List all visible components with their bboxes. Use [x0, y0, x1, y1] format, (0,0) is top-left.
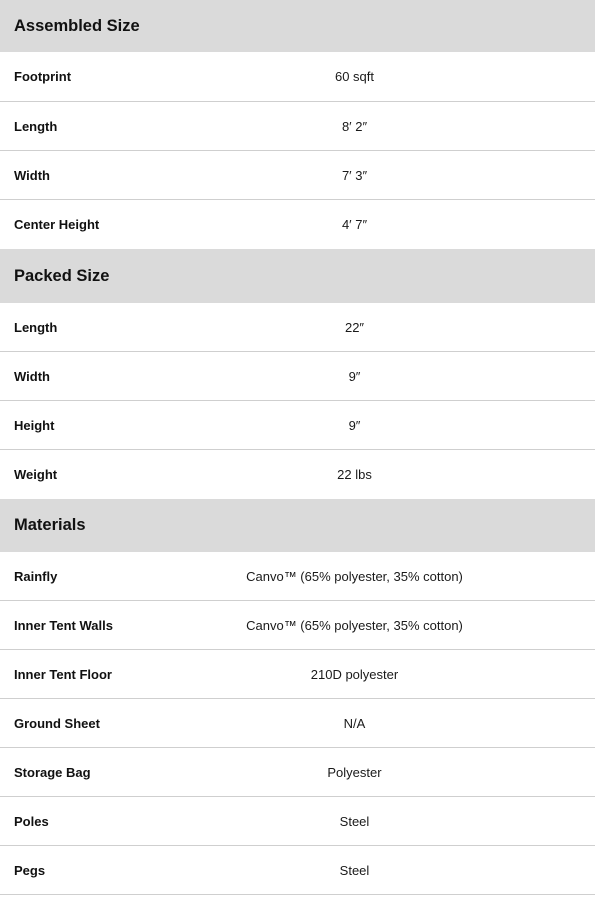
spec-value: 9″	[348, 417, 361, 433]
spec-value: N/A	[343, 715, 366, 731]
spec-row-center-height	[0, 200, 595, 249]
spec-label: Storage Bag	[14, 764, 91, 780]
spec-label: Rainfly	[14, 568, 58, 584]
spec-value: 60 sqft	[334, 69, 375, 84]
spec-row-inner-tent-walls	[0, 601, 595, 650]
spec-row-packed-height	[0, 401, 595, 450]
spec-label: Poles	[14, 813, 49, 829]
spec-value: 8′ 2″	[341, 118, 368, 134]
spec-value: Steel	[339, 813, 370, 829]
spec-value: 210D polyester	[310, 666, 399, 682]
spec-row-packed-width	[0, 352, 595, 401]
spec-row-width	[0, 151, 595, 200]
spec-value: Canvo™ (65% polyester, 35% cotton)	[246, 617, 463, 633]
spec-label: Width	[14, 167, 50, 183]
spec-row-packed-weight	[0, 450, 595, 499]
section-header-assembled-size: Assembled Size	[0, 0, 595, 52]
spec-label: Footprint	[14, 69, 72, 84]
spec-row-ground-sheet	[0, 699, 595, 748]
spec-value: 22″	[344, 319, 365, 335]
spec-label: Weight	[14, 467, 58, 482]
spec-value: 22 lbs	[337, 467, 372, 482]
spec-row-packed-length	[0, 303, 595, 352]
spec-label: Height	[14, 417, 55, 433]
spec-label: Center Height	[14, 217, 100, 232]
spec-row-length	[0, 102, 595, 151]
spec-label: Inner Tent Floor	[14, 666, 112, 682]
spec-label: Inner Tent Walls	[14, 617, 113, 633]
spec-row-pegs	[0, 846, 595, 895]
spec-label: Ground Sheet	[14, 715, 100, 731]
spec-label: Pegs	[14, 862, 46, 878]
section-header-packed-size: Packed Size	[0, 249, 595, 303]
spec-row-inner-tent-floor	[0, 650, 595, 699]
spec-value: 9″	[348, 368, 361, 384]
spec-label: Length	[14, 118, 58, 134]
spec-row-storage-bag	[0, 748, 595, 797]
spec-row-poles	[0, 797, 595, 846]
spec-label: Length	[14, 319, 58, 335]
spec-value: 7′ 3″	[341, 167, 368, 183]
spec-value: 4′ 7″	[341, 217, 368, 232]
spec-row-rainfly	[0, 552, 595, 601]
spec-row-footprint	[0, 52, 595, 102]
section-header-materials: Materials	[0, 499, 595, 552]
spec-label: Width	[14, 368, 50, 384]
spec-value: Steel	[339, 862, 370, 878]
spec-value: Canvo™ (65% polyester, 35% cotton)	[246, 568, 463, 584]
spec-value: Polyester	[327, 764, 382, 780]
